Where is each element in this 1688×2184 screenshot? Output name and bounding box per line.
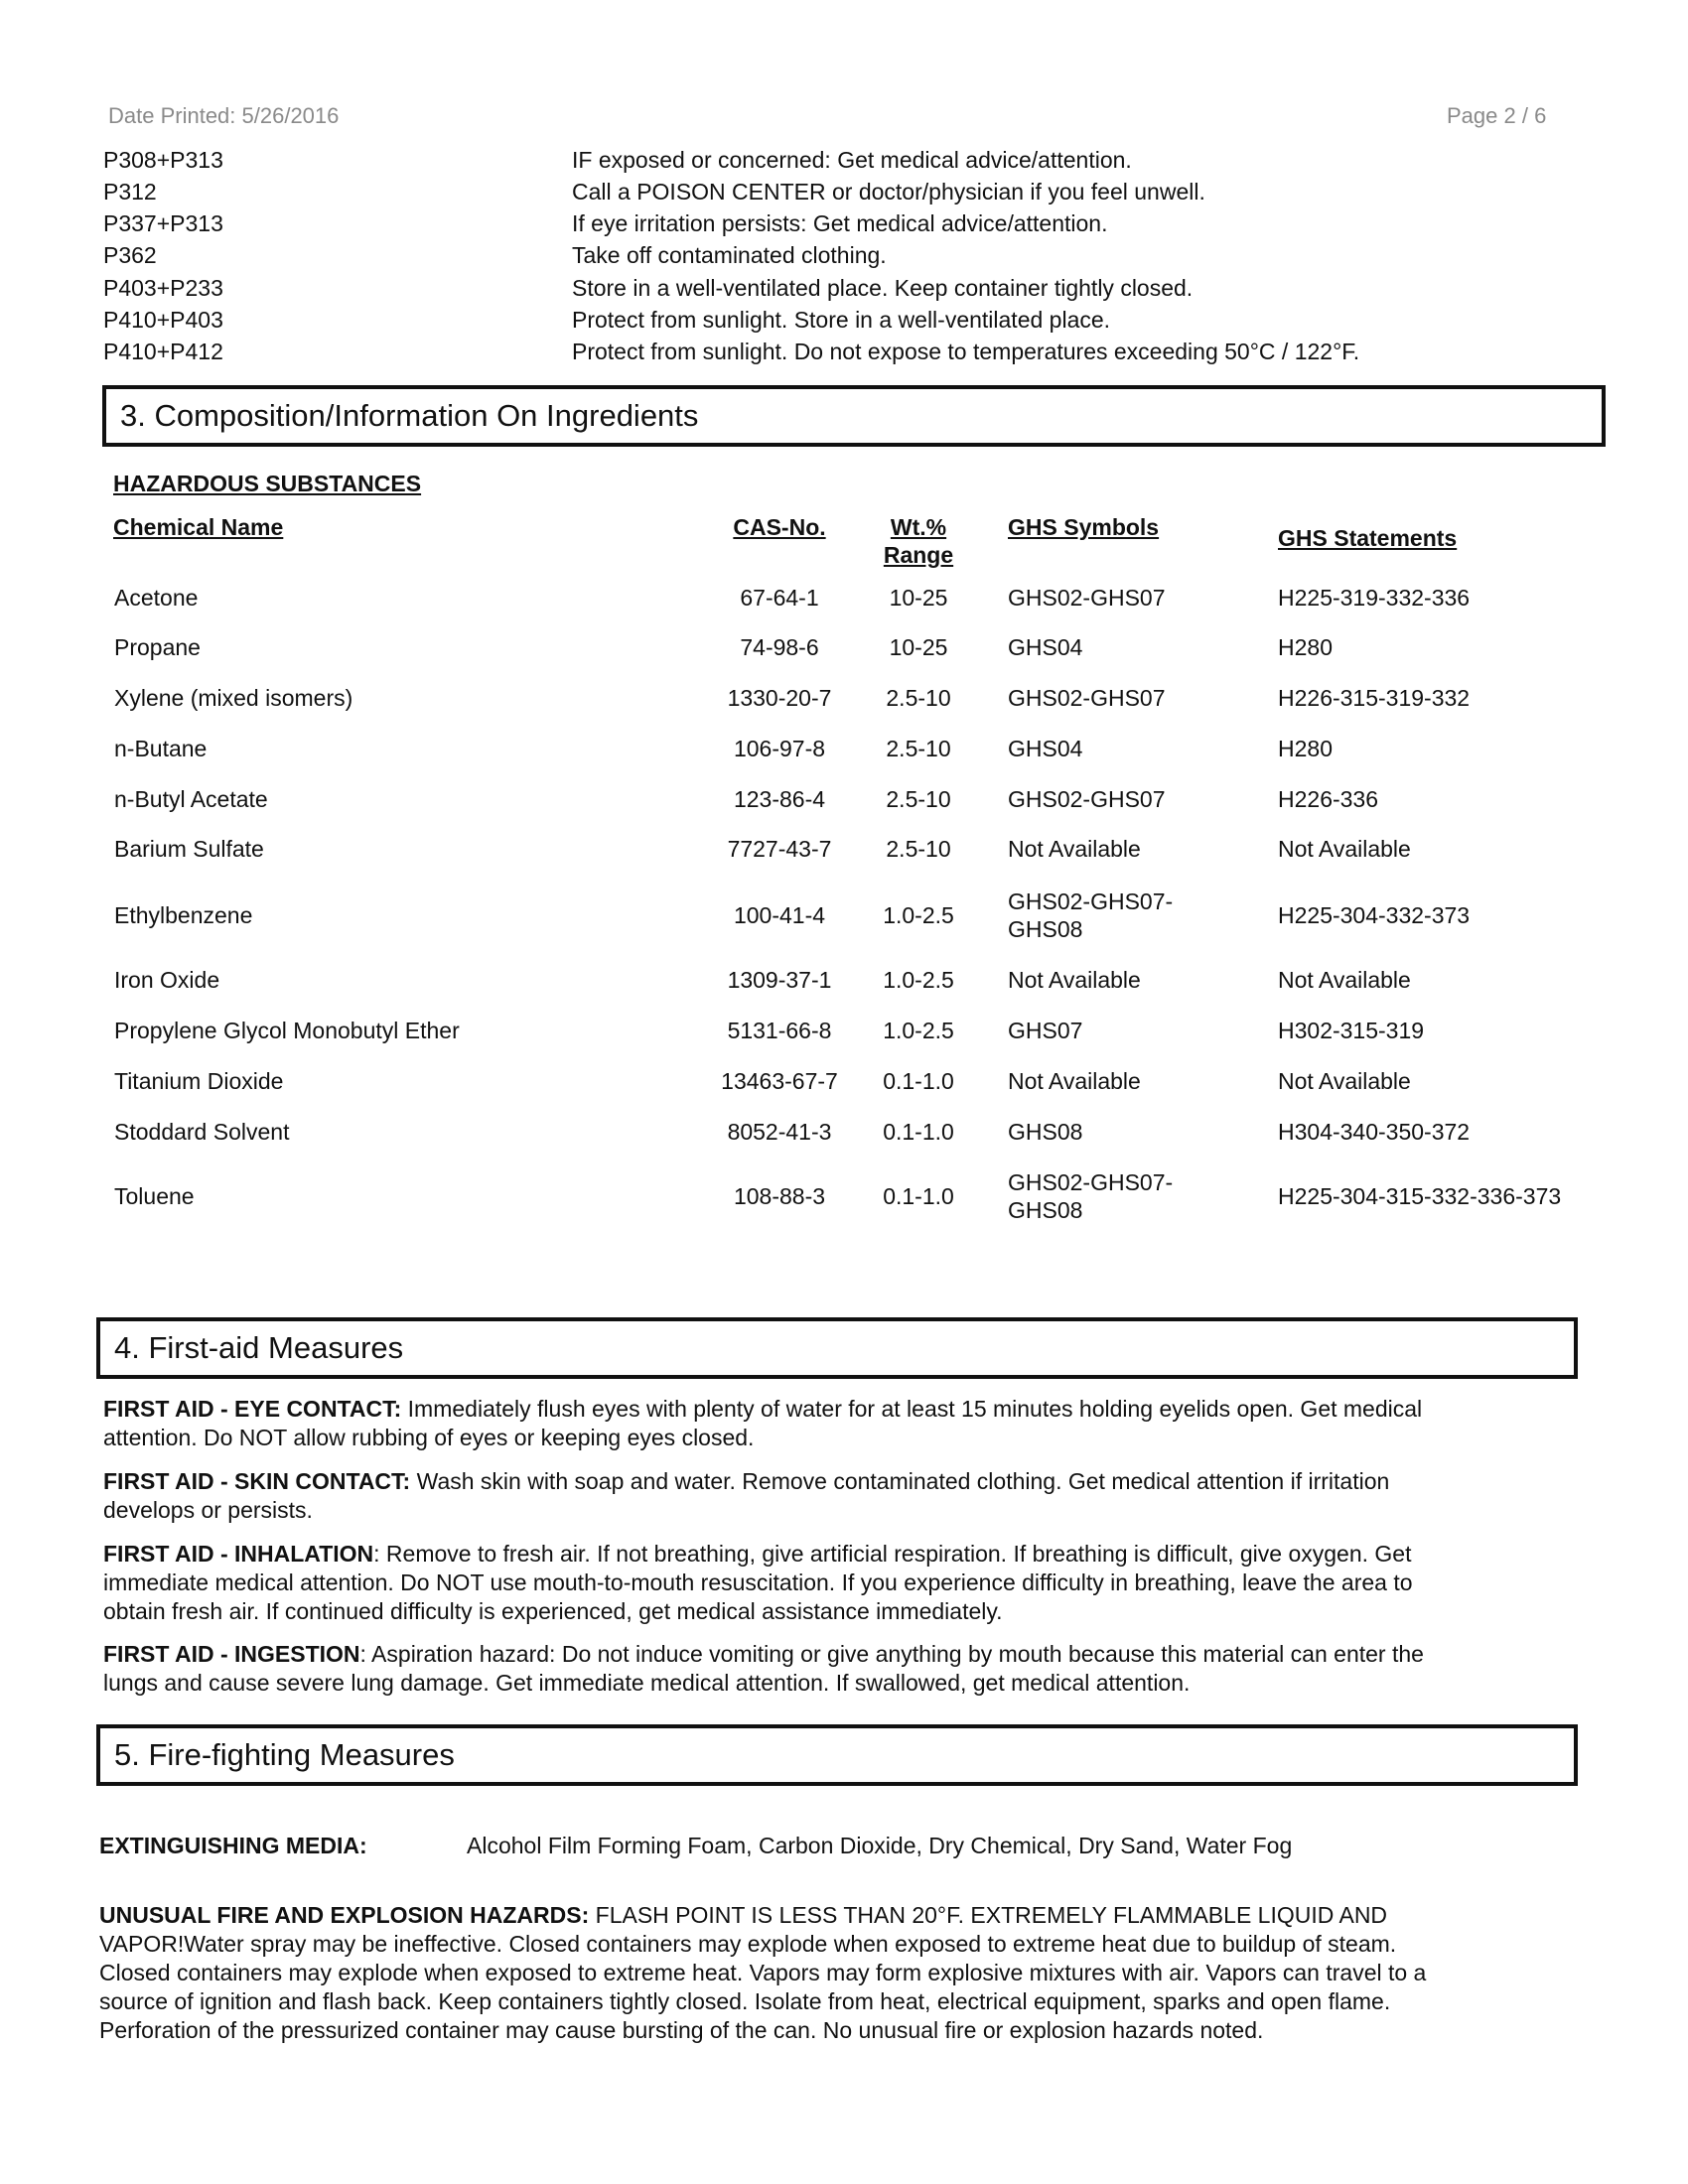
inhalation-line1: : Remove to fresh air. If not breathing, give artificial respiration. If breathing is difficult, give oxygen. Get [373, 1541, 1412, 1567]
weight-range: 1.0-2.5 [883, 1018, 954, 1043]
precaution-text: Protect from sunlight. Store in a well-ventilated place. [572, 307, 1111, 333]
ghs-statements: H225-304-332-373 [1278, 902, 1471, 928]
hazards-line2: VAPOR!Water spray may be ineffective. Closed containers may explode when exposed to extreme heat due to buildup of steam. [99, 1931, 1397, 1957]
ghs-statements: H226-315-319-332 [1278, 685, 1471, 711]
weight-range: 0.1-1.0 [883, 1183, 954, 1209]
first-aid-skin-contact [103, 1467, 1603, 1525]
date-printed: Date Printed: 5/26/2016 [108, 103, 340, 128]
inhalation-label: FIRST AID - INHALATION [103, 1541, 374, 1567]
section-5-header [96, 1724, 1578, 1786]
precaution-text: IF exposed or concerned: Get medical advice/attention. [572, 147, 1132, 173]
hazardous-substances-title: HAZARDOUS SUBSTANCES [113, 471, 422, 496]
weight-range: 2.5-10 [886, 736, 951, 761]
ghs-statements: Not Available [1278, 836, 1411, 862]
eye-label: FIRST AID - EYE CONTACT: [103, 1396, 402, 1422]
weight-range: 0.1-1.0 [883, 1068, 954, 1094]
cas-number: 5131-66-8 [727, 1018, 832, 1043]
ingestion-line2: lungs and cause severe lung damage. Get immediate medical attention. If swallowed, get medical attention. [103, 1670, 1191, 1696]
cas-number: 8052-41-3 [727, 1119, 832, 1145]
first-aid-eye-contact [103, 1395, 1603, 1452]
section-3-title: 3. Composition/Information On Ingredients [120, 398, 699, 433]
inhalation-line2: immediate medical attention. Do NOT use mouth-to-mouth resuscitation. If you experience difficulty in breathing, leave the area to [103, 1570, 1413, 1595]
hazards-line4: source of ignition and flash back. Keep containers tightly closed. Isolate from heat, electrical equipment, sparks and open flame. [99, 1988, 1391, 2014]
precaution-text: If eye irritation persists: Get medical advice/attention. [572, 210, 1108, 236]
skin-line1: Wash skin with soap and water. Remove contaminated clothing. Get medical attention if irritation [410, 1468, 1390, 1494]
first-aid-ingestion [103, 1640, 1603, 1698]
skin-label: FIRST AID - SKIN CONTACT: [103, 1468, 411, 1494]
cas-number: 13463-67-7 [721, 1068, 838, 1094]
hazards-label: UNUSUAL FIRE AND EXPLOSION HAZARDS: [99, 1902, 590, 1928]
chemical-name: Stoddard Solvent [114, 1119, 290, 1145]
unusual-fire-hazards [99, 1901, 1609, 2045]
extinguishing-media-label: EXTINGUISHING MEDIA: [99, 1833, 367, 1858]
ghs-statements: Not Available [1278, 1068, 1411, 1094]
hazards-line5: Perforation of the pressurized container may cause bursting of the can. No unusual fire or explosion hazards noted. [99, 2017, 1264, 2043]
precaution-code: P410+P412 [103, 339, 223, 364]
precaution-code: P362 [103, 242, 157, 268]
col-chemical-name: Chemical Name [113, 514, 284, 540]
weight-range: 10-25 [889, 634, 948, 660]
ghs-statements: H225-304-315-332-336-373 [1278, 1183, 1562, 1209]
extinguishing-media-value: Alcohol Film Forming Foam, Carbon Dioxide, Dry Chemical, Dry Sand, Water Fog [467, 1833, 1293, 1858]
col-cas-no: CAS-No. [733, 514, 826, 540]
precaution-code: P403+P233 [103, 275, 223, 301]
col-wt-range-line1: Wt.% [890, 514, 947, 540]
chemical-name: Toluene [114, 1183, 195, 1209]
precaution-text: Protect from sunlight. Do not expose to temperatures exceeding 50°C / 122°F. [572, 339, 1360, 364]
precaution-code: P312 [103, 179, 157, 205]
ghs-symbols: GHS02-GHS07 [1008, 685, 1166, 711]
ghs-symbols: GHS02-GHS07- [1008, 888, 1174, 914]
chemical-name: n-Butane [114, 736, 208, 761]
chemical-name: Barium Sulfate [114, 836, 264, 862]
precaution-code: P308+P313 [103, 147, 223, 173]
precaution-text: Call a POISON CENTER or doctor/physician if you feel unwell. [572, 179, 1205, 205]
ghs-symbols: Not Available [1008, 836, 1141, 862]
col-ghs-symbols: GHS Symbols [1008, 514, 1160, 540]
weight-range: 2.5-10 [886, 786, 951, 812]
chemical-name: Ethylbenzene [114, 902, 253, 928]
ghs-statements: H302-315-319 [1278, 1018, 1425, 1043]
precaution-code: P410+P403 [103, 307, 223, 333]
ghs-statements: H226-336 [1278, 786, 1379, 812]
cas-number: 123-86-4 [733, 786, 826, 812]
chemical-name: Iron Oxide [114, 967, 220, 993]
ghs-statements: H280 [1278, 736, 1333, 761]
chemical-name: n-Butyl Acetate [114, 786, 268, 812]
ghs-symbols-cont: GHS08 [1008, 916, 1083, 942]
ingestion-line1: : Aspiration hazard: Do not induce vomiting or give anything by mouth because this material can enter the [359, 1641, 1424, 1667]
cas-number: 108-88-3 [733, 1183, 826, 1209]
hazards-line3: Closed containers may explode when exposed to extreme heat. Vapors may form explosive mixtures with air. Vapors can travel to a [99, 1960, 1427, 1985]
cas-number: 67-64-1 [740, 585, 819, 611]
precaution-code: P337+P313 [103, 210, 223, 236]
chemical-name: Propane [114, 634, 201, 660]
chemical-name: Propylene Glycol Monobutyl Ether [114, 1018, 460, 1043]
cas-number: 1330-20-7 [727, 685, 832, 711]
ghs-statements: H225-319-332-336 [1278, 585, 1471, 611]
section-5-title: 5. Fire-fighting Measures [114, 1737, 455, 1772]
cas-number: 106-97-8 [733, 736, 826, 761]
section-3-header [102, 385, 1606, 447]
page-number: Page 2 / 6 [1447, 103, 1547, 128]
ghs-symbols: GHS08 [1008, 1119, 1083, 1145]
weight-range: 0.1-1.0 [883, 1119, 954, 1145]
first-aid-inhalation [103, 1540, 1603, 1626]
section-4-header [96, 1317, 1578, 1379]
eye-line2: attention. Do NOT allow rubbing of eyes or keeping eyes closed. [103, 1425, 755, 1450]
ghs-symbols: Not Available [1008, 967, 1141, 993]
cas-number: 74-98-6 [740, 634, 819, 660]
ghs-symbols: GHS02-GHS07 [1008, 585, 1166, 611]
ingestion-label: FIRST AID - INGESTION [103, 1641, 360, 1667]
ghs-statements: H304-340-350-372 [1278, 1119, 1471, 1145]
ghs-symbols: GHS04 [1008, 736, 1083, 761]
chemical-name: Acetone [114, 585, 199, 611]
precaution-text: Take off contaminated clothing. [572, 242, 887, 268]
ghs-symbols: Not Available [1008, 1068, 1141, 1094]
weight-range: 1.0-2.5 [883, 902, 954, 928]
skin-line2: develops or persists. [103, 1497, 313, 1523]
col-ghs-statements: GHS Statements [1278, 525, 1458, 551]
ghs-symbols: GHS04 [1008, 634, 1083, 660]
weight-range: 10-25 [889, 585, 948, 611]
ghs-symbols: GHS07 [1008, 1018, 1083, 1043]
inhalation-line3: obtain fresh air. If continued difficulty is experienced, get medical assistance immediately. [103, 1598, 1003, 1624]
eye-line1: Immediately flush eyes with plenty of water for at least 15 minutes holding eyelids open. Get medical [401, 1396, 1423, 1422]
cas-number: 7727-43-7 [727, 836, 832, 862]
precaution-text: Store in a well-ventilated place. Keep container tightly closed. [572, 275, 1194, 301]
col-wt-range-line2: Range [883, 542, 954, 568]
ghs-symbols-cont: GHS08 [1008, 1197, 1083, 1223]
weight-range: 2.5-10 [886, 836, 951, 862]
ghs-symbols: GHS02-GHS07 [1008, 786, 1166, 812]
cas-number: 1309-37-1 [727, 967, 832, 993]
chemical-name: Titanium Dioxide [114, 1068, 284, 1094]
section-4-title: 4. First-aid Measures [114, 1330, 404, 1365]
chemical-name: Xylene (mixed isomers) [114, 685, 353, 711]
weight-range: 1.0-2.5 [883, 967, 954, 993]
hazards-line1: FLASH POINT IS LESS THAN 20°F. EXTREMELY FLAMMABLE LIQUID AND [589, 1902, 1388, 1928]
ghs-statements: H280 [1278, 634, 1333, 660]
ghs-statements: Not Available [1278, 967, 1411, 993]
cas-number: 100-41-4 [733, 902, 826, 928]
weight-range: 2.5-10 [886, 685, 951, 711]
ghs-symbols: GHS02-GHS07- [1008, 1169, 1174, 1195]
